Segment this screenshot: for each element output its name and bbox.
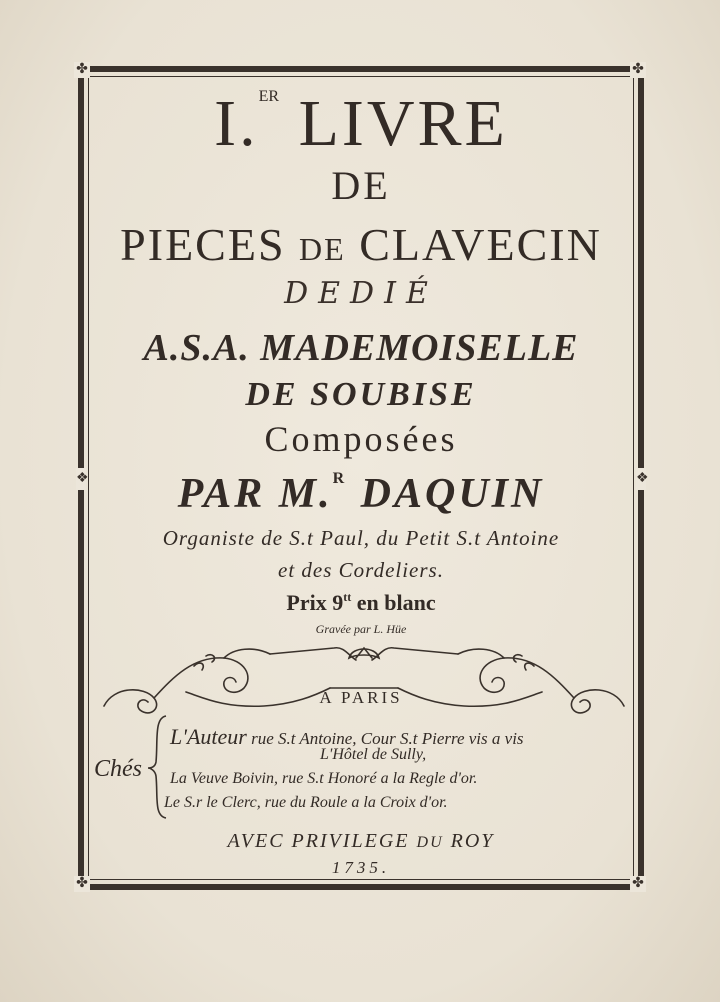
address-line-4: Le S.r le Clerc, rue du Roule a la Croix d'or.: [164, 794, 448, 811]
corner-ornament-icon: ✤: [74, 876, 90, 892]
dedicatee-line-2: DE SOUBISE: [245, 376, 477, 413]
pieces-word: PIECES: [120, 219, 286, 270]
book-title: [88, 86, 634, 162]
price-superscript: tt: [343, 590, 352, 604]
ches-label: Chés: [94, 756, 142, 782]
pieces-de-word: DE: [299, 231, 346, 267]
clavecin-word: CLAVECIN: [359, 219, 602, 270]
side-ornament-icon: ❖: [636, 468, 646, 490]
price-line: [88, 590, 634, 616]
privilege-avec: AVEC: [227, 830, 285, 852]
side-ornament-icon: ❖: [76, 468, 86, 490]
privilege-line: [88, 830, 634, 853]
privilege-du: DU: [416, 834, 444, 851]
corner-ornament-icon: ✤: [630, 876, 646, 892]
address-author: L'Auteur: [170, 724, 247, 749]
title-de: DE: [331, 163, 391, 208]
title-prefix: I.: [214, 87, 259, 160]
privilege-roy: ROY: [450, 830, 495, 852]
composer-line: [88, 470, 634, 518]
title-superscript: ER: [258, 88, 280, 105]
engraver-line: Gravée par L. Hüe: [315, 622, 407, 636]
privilege-word: PRIVILEGE: [291, 830, 410, 852]
price-prefix: Prix 9: [286, 590, 344, 615]
dedicatee-line: A.S.A. MADEMOISELLE: [143, 327, 579, 369]
price-suffix: en blanc: [356, 590, 436, 615]
composer-name: DAQUIN: [360, 471, 545, 517]
dedie-line: DEDIÉ: [284, 276, 438, 311]
composer-par: PAR M.: [177, 471, 333, 517]
corner-ornament-icon: ✤: [74, 62, 90, 78]
pieces-line: [88, 218, 634, 271]
address-line-2: L'Hôtel de Sully,: [320, 746, 427, 763]
position-line-2: et des Cordeliers.: [278, 558, 444, 582]
corner-ornament-icon: ✤: [630, 62, 646, 78]
address-author-street: rue S.t Antoine, Cour S.t Pierre vis a vis: [251, 729, 524, 748]
scrollwork-cartouche-icon: [94, 636, 634, 726]
address-line-3: La Veuve Boivin, rue S.t Honoré a la Regle d'or.: [170, 770, 478, 787]
place-line: A PARIS: [319, 688, 403, 707]
publication-year: 1735.: [331, 858, 391, 877]
composees-line: Composées: [264, 419, 458, 459]
position-line-1: Organiste de S.t Paul, du Petit S.t Antoine: [162, 526, 560, 550]
composer-superscript: R: [332, 470, 348, 487]
title-main: LIVRE: [298, 87, 508, 160]
